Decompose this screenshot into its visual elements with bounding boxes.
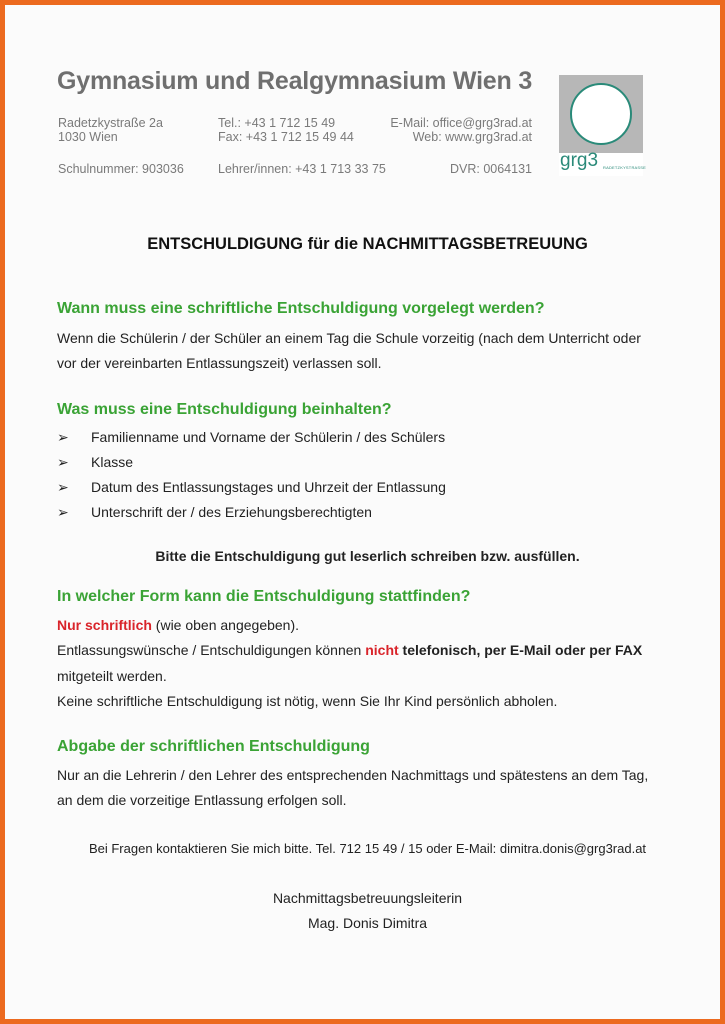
legibility-note: Bitte die Entschuldigung gut leserlich schreiben bzw. ausfüllen. bbox=[155, 548, 580, 564]
logo-background bbox=[559, 75, 643, 153]
school-number: Schulnummer: 903036 bbox=[58, 162, 184, 176]
section2-heading: Was muss eine Entschuldigung beinhalten? bbox=[57, 401, 392, 418]
section4-line1: Nur an die Lehrerin / den Lehrer des entsprechenden Nachmittags und spätestens an dem Tag, bbox=[57, 767, 649, 783]
logo-label-area bbox=[559, 150, 647, 176]
section3-line2 bbox=[57, 642, 642, 658]
list-item bbox=[57, 454, 133, 471]
contact-block bbox=[365, 116, 532, 144]
section4-heading: Abgabe der schriftlichen Entschuldigung bbox=[57, 738, 370, 755]
address-city: 1030 Wien bbox=[58, 130, 118, 144]
address-block bbox=[58, 116, 163, 144]
signature-name: Mag. Donis Dimitra bbox=[307, 915, 428, 931]
section3-line3: mitgeteilt werden. bbox=[57, 668, 167, 684]
school-logo bbox=[559, 75, 647, 176]
list-item bbox=[57, 429, 445, 446]
list-item bbox=[57, 504, 372, 521]
address-street: Radetzkystraße 2a bbox=[58, 116, 163, 130]
fax-number: Fax: +43 1 712 15 49 44 bbox=[218, 130, 354, 144]
only-written-text: Nur schriftlich bbox=[57, 617, 152, 633]
section3-heading: In welcher Form kann die Entschuldigung stattfinden? bbox=[57, 588, 471, 605]
arrow-bullet-icon: ➢ bbox=[57, 429, 69, 445]
dvr-number: DVR: 0064131 bbox=[449, 162, 532, 176]
arrow-bullet-icon: ➢ bbox=[57, 504, 69, 520]
logo-circle-icon bbox=[570, 83, 632, 145]
section1-heading: Wann muss eine schriftliche Entschuldigung vorgelegt werden? bbox=[57, 300, 545, 317]
phone-number: Tel.: +43 1 712 15 49 bbox=[218, 116, 336, 130]
email-address: E-Mail: office@grg3rad.at bbox=[390, 116, 532, 130]
list-item-text: Klasse bbox=[91, 454, 134, 470]
section3-line1 bbox=[57, 617, 299, 633]
section4-line2: an dem die vorzeitige Entlassung erfolgen soll. bbox=[57, 792, 347, 808]
list-item-text: Unterschrift der / des Erziehungsberechtigten bbox=[91, 504, 372, 520]
section3-line4: Keine schriftliche Entschuldigung ist nötig, wenn Sie Ihr Kind persönlich abholen. bbox=[57, 693, 558, 709]
arrow-bullet-icon: ➢ bbox=[57, 479, 69, 495]
web-address: Web: www.grg3rad.at bbox=[412, 130, 532, 144]
section1-line1: Wenn die Schülerin / der Schüler an einem Tag die Schule vorzeitig (nach dem Unterricht oder bbox=[57, 330, 641, 346]
contact-methods-text: telefonisch, per E-Mail oder per FAX bbox=[398, 642, 643, 658]
section3-line2-start: Entlassungswünsche / Entschuldigungen können bbox=[57, 642, 366, 658]
only-written-rest: (wie oben angegeben). bbox=[151, 617, 300, 633]
logo-subtext: RADETZKYSTRASSE bbox=[603, 165, 647, 170]
arrow-bullet-icon: ➢ bbox=[57, 454, 69, 470]
document-title: ENTSCHULDIGUNG für die NACHMITTAGSBETREUUNG bbox=[147, 235, 588, 253]
signature-role: Nachmittagsbetreuungsleiterin bbox=[272, 890, 463, 906]
teachers-phone: Lehrer/innen: +43 1 713 33 75 bbox=[218, 162, 386, 176]
not-text: nicht bbox=[365, 642, 399, 658]
school-name: Gymnasium und Realgymnasium Wien 3 bbox=[57, 67, 533, 95]
list-item-text: Datum des Entlassungstages und Uhrzeit der Entlassung bbox=[91, 479, 446, 495]
list-item bbox=[57, 479, 446, 496]
section1-line2: vor der vereinbarten Entlassungszeit) verlassen soll. bbox=[57, 355, 382, 371]
logo-text: grg3 bbox=[560, 150, 599, 171]
contact-note: Bei Fragen kontaktieren Sie mich bitte. Tel. 712 15 49 / 15 oder E-Mail: dimitra.donis@grg3rad.at bbox=[88, 841, 647, 856]
list-item-text: Familienname und Vorname der Schülerin / des Schülers bbox=[91, 429, 446, 445]
phone-block bbox=[218, 116, 354, 144]
